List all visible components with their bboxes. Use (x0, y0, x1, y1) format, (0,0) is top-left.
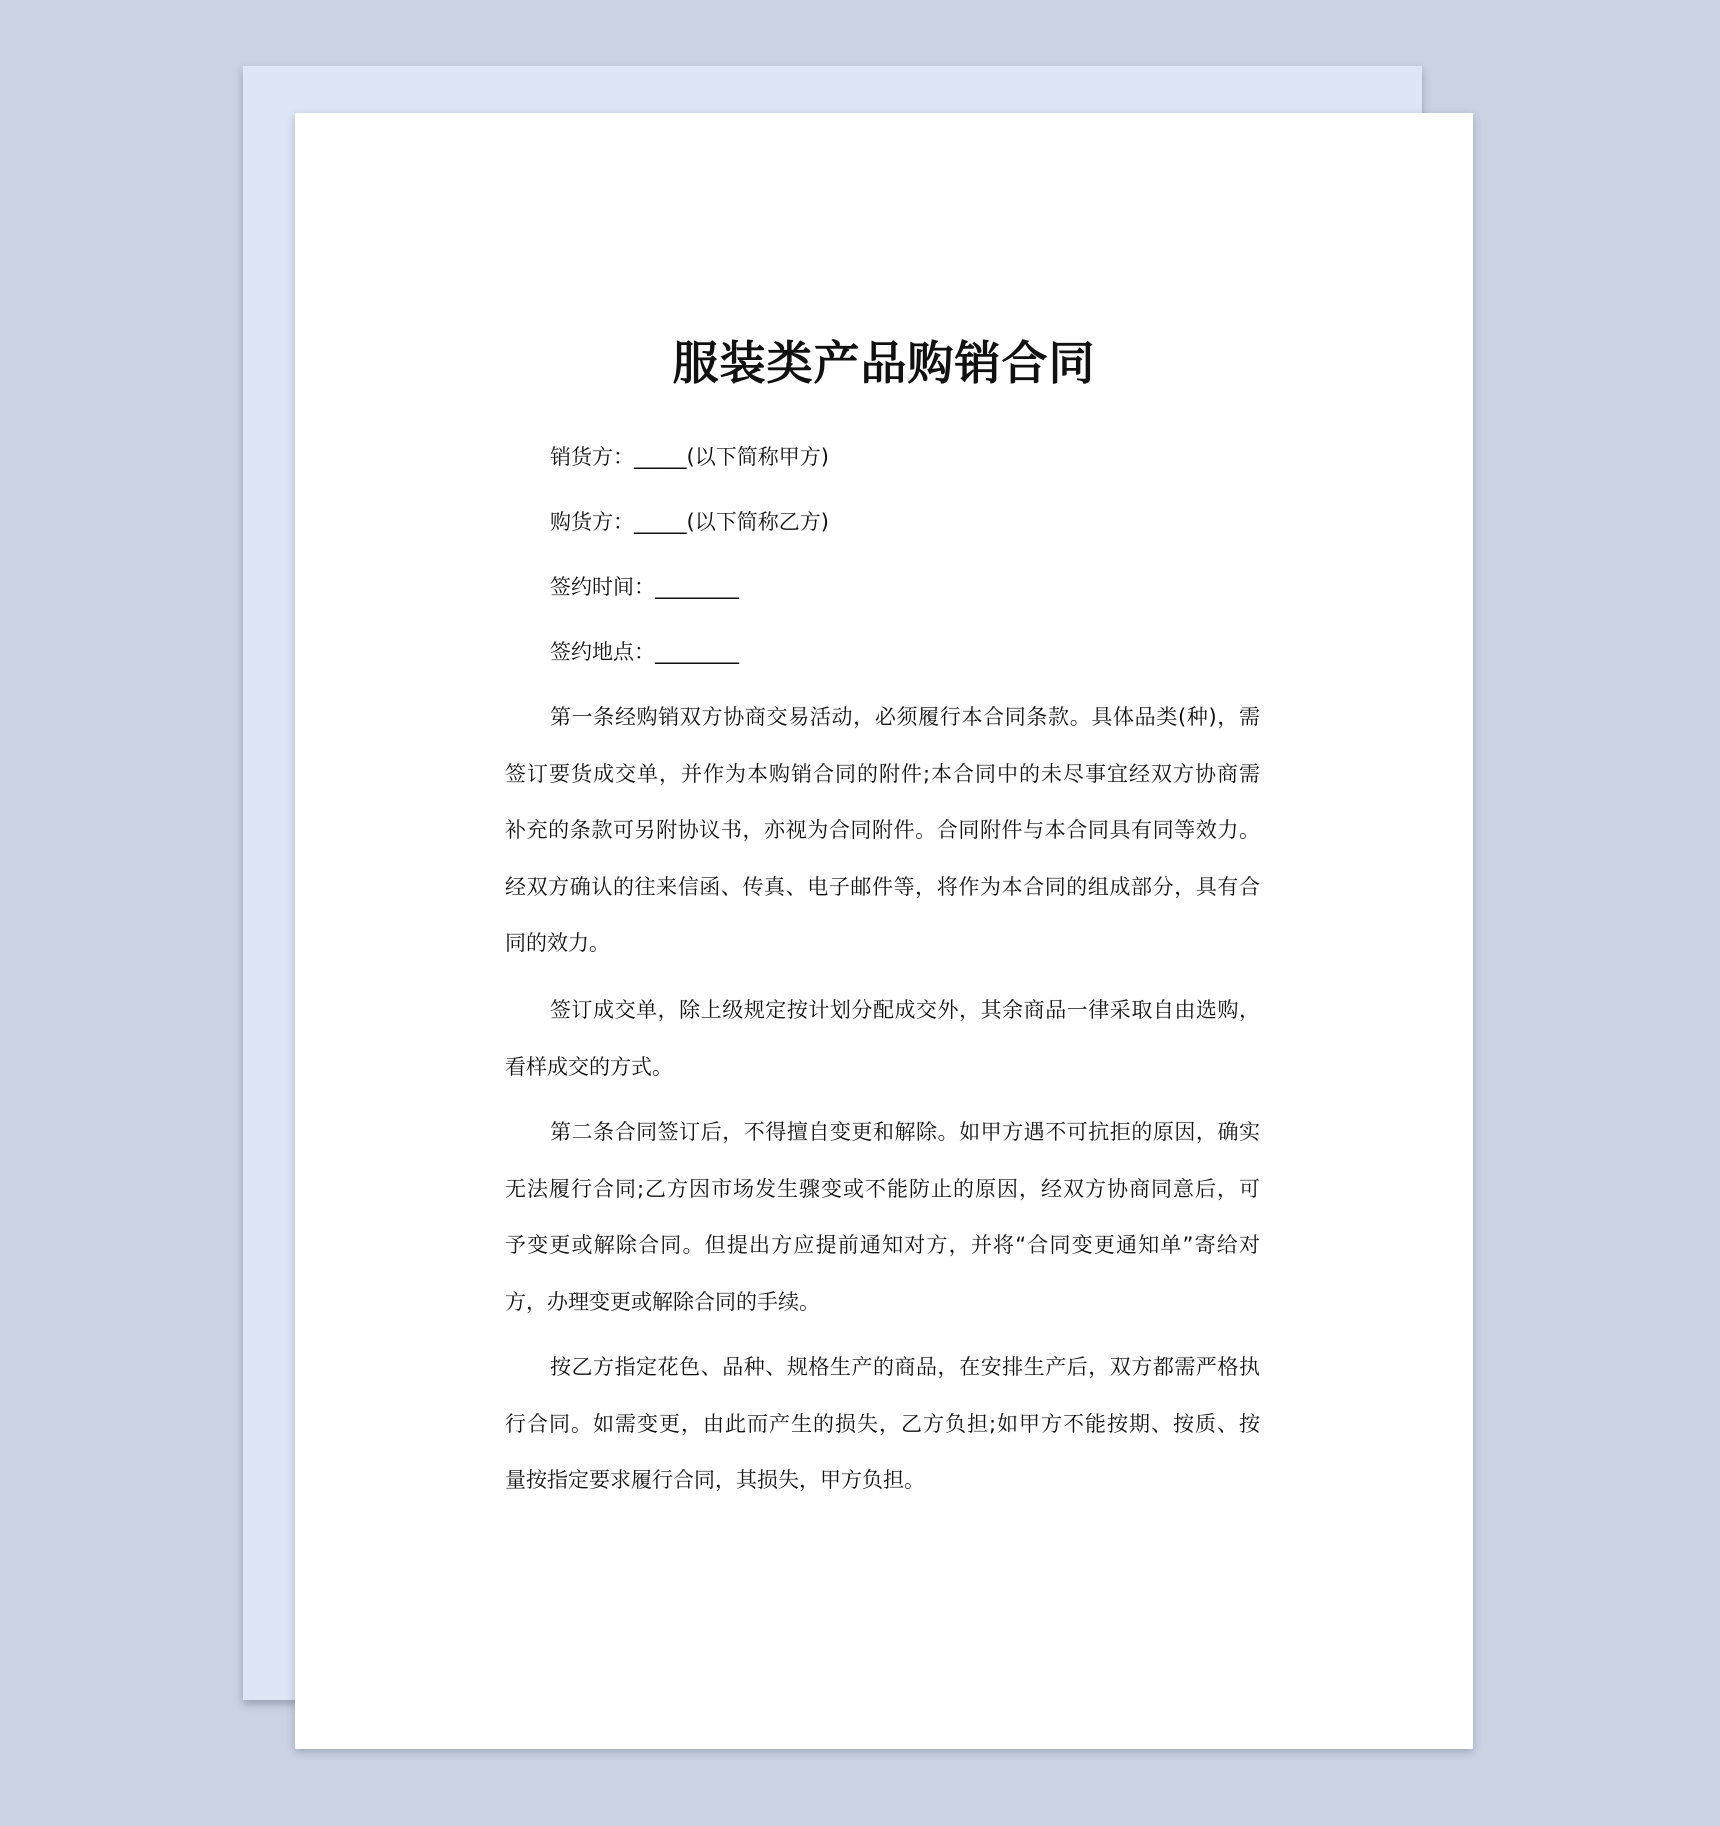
text-line: 无法履行合同;乙方因市场发生骤变或不能防止的原因，经双方协商同意后，可 (505, 1176, 1260, 1201)
text-line: 看样成交的方式。 (505, 1054, 673, 1079)
text-line: 补充的条款可另附协议书，亦视为合同附件。合同附件与本合同具有同等效力。 (505, 818, 1260, 842)
text-line: 第二条合同签订后，不得擅自变更和解除。如甲方遇不可抗拒的原因，确实 (550, 1120, 1260, 1144)
text-line: 同的效力。 (505, 931, 610, 955)
text-line: 签订要货成交单，并作为本购销合同的附件;本合同中的未尽事宜经双方协商需 (505, 761, 1260, 786)
text-line: 第一条经购销双方协商交易活动，必须履行本合同条款。具体品类(种)，需 (550, 705, 1260, 729)
text-line: 方，办理变更或解除合同的手续。 (505, 1289, 820, 1314)
text-line: 予变更或解除合同。但提出方应提前通知对方，并将“合同变更通知单”寄给对 (505, 1233, 1260, 1257)
text-line: 量按指定要求履行合同，其损失，甲方负担。 (505, 1468, 925, 1492)
text-line: 行合同。如需变更，由此而产生的损失，乙方负担;如甲方不能按期、按质、按 (505, 1411, 1260, 1436)
field-buyer: 购货方：_____(以下简称乙方) (550, 510, 829, 534)
paragraph-custom-production (505, 1339, 1260, 1509)
field-signing-place: 签约地点：________ (550, 640, 739, 664)
field-seller: 销货方：_____(以下简称甲方) (550, 445, 829, 469)
text-line: 按乙方指定花色、品种、规格生产的商品，在安排生产后，双方都需严格执 (550, 1355, 1260, 1379)
paragraph-order-method (505, 982, 1260, 1095)
paragraph-article-1 (505, 689, 1260, 972)
document-title: 服装类产品购销合同 (672, 336, 1096, 390)
text-line: 经双方确认的往来信函、传真、电子邮件等，将作为本合同的组成部分，具有合 (505, 874, 1260, 899)
paragraph-article-2 (505, 1104, 1260, 1330)
document-page (295, 113, 1473, 1749)
field-signing-time: 签约时间：________ (550, 575, 739, 599)
text-line: 签订成交单，除上级规定按计划分配成交外，其余商品一律采取自由选购， (550, 998, 1260, 1022)
